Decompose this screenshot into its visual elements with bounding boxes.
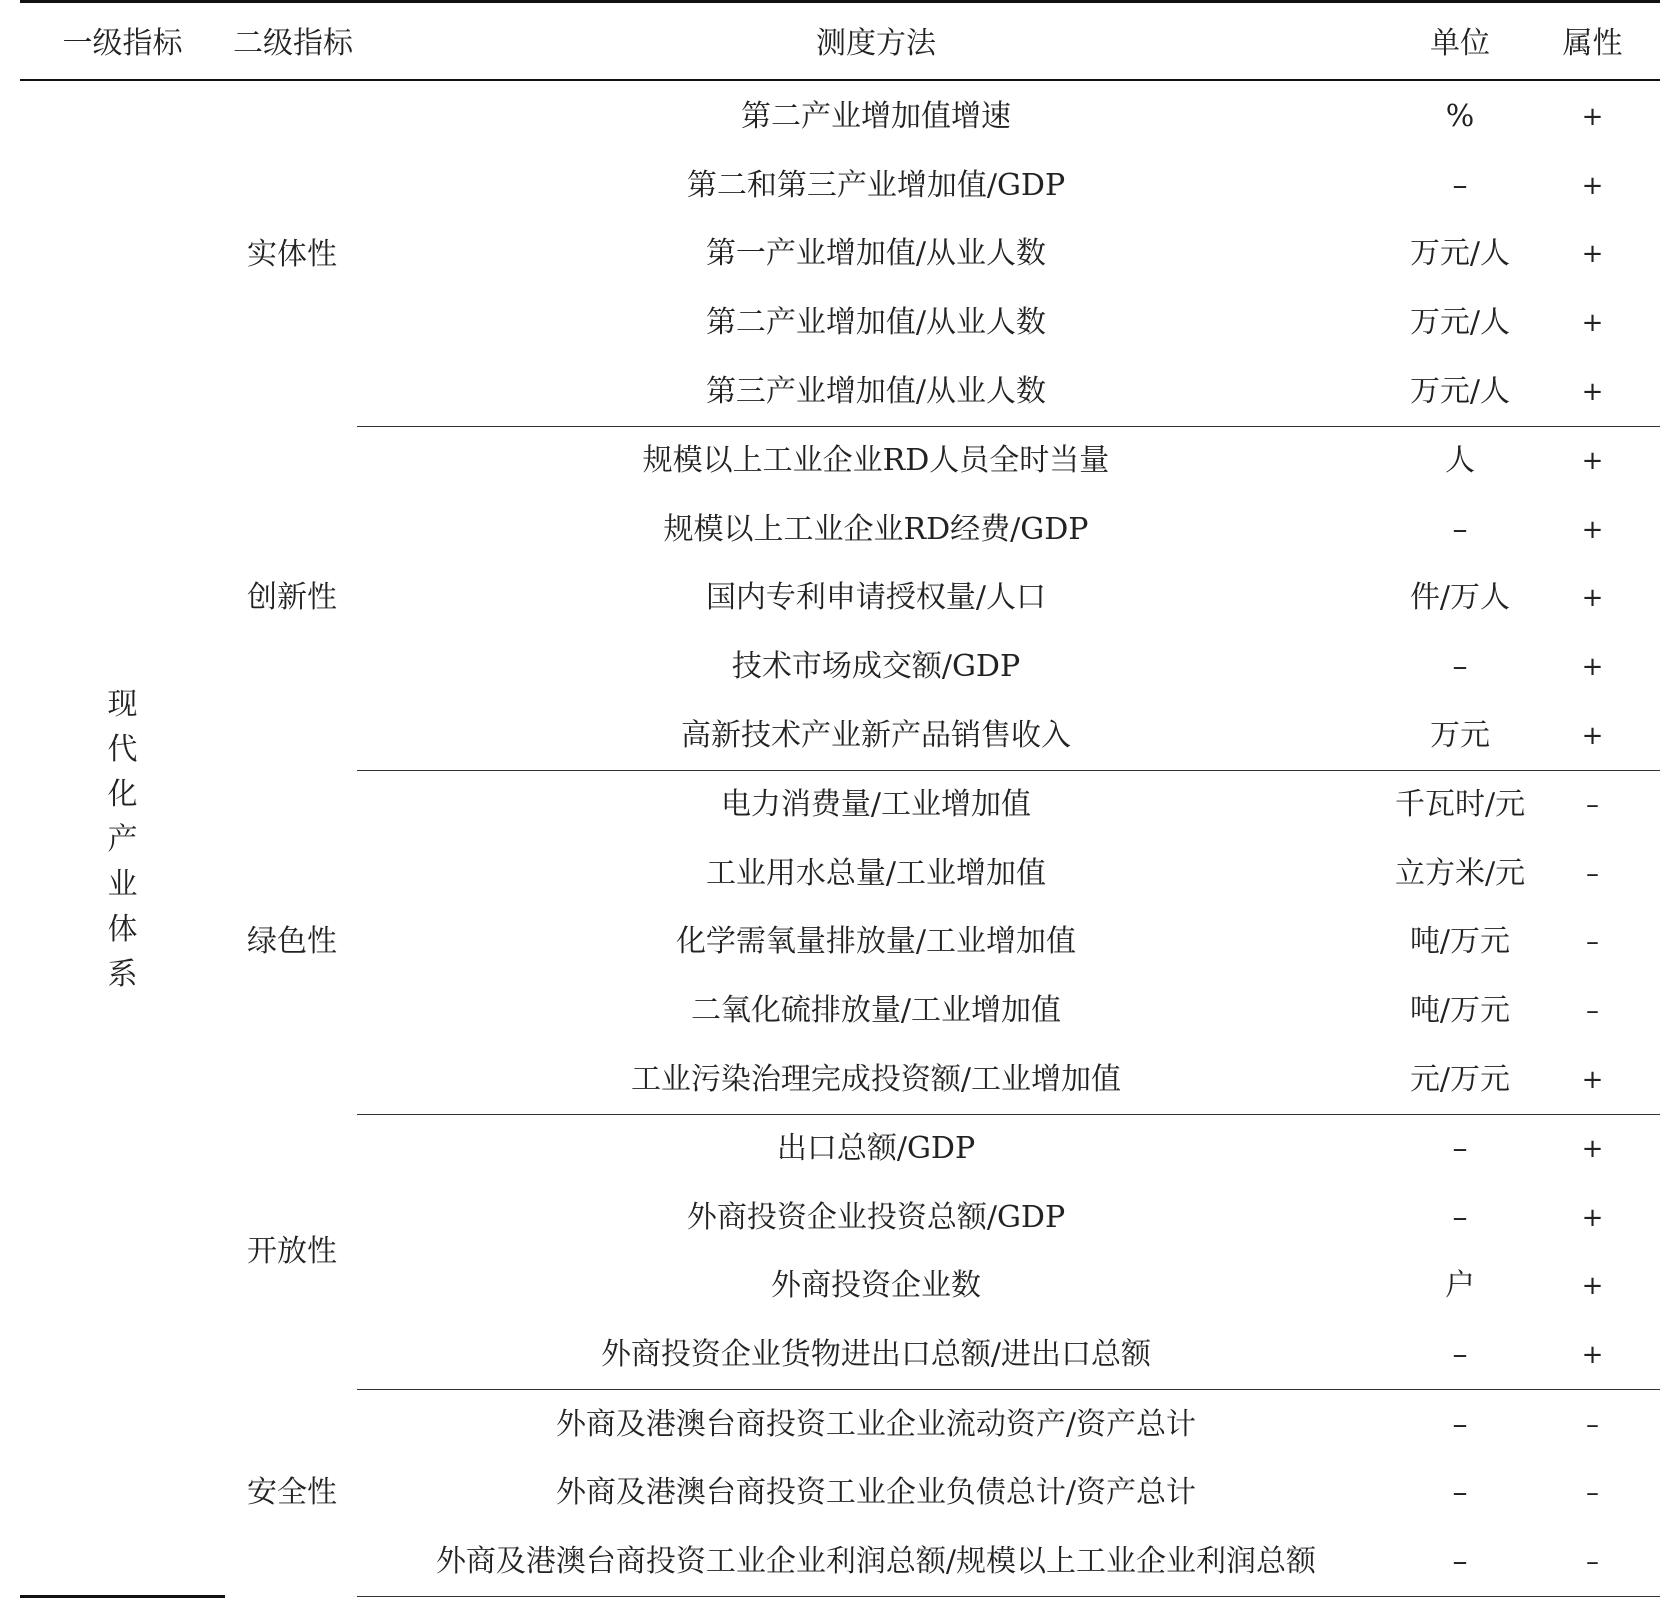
level2-cell: 创新性	[247, 580, 337, 616]
header-level1: 一级指标	[62, 26, 183, 61]
unit-cell: 立方米/元	[1395, 855, 1526, 891]
unit-cell: 千瓦时/元	[1395, 787, 1526, 823]
method-cell: 电力消费量/工业增加值	[720, 787, 1032, 823]
method-cell: 二氧化硫排放量/工业增加值	[690, 993, 1062, 1029]
attribute-cell: +	[1525, 701, 1660, 770]
method-cell: 技术市场成交额/GDP	[731, 649, 1021, 685]
level2-cell: 实体性	[247, 236, 337, 272]
method-cell: 规模以上工业企业RD人员全时当量	[642, 443, 1110, 479]
level2-cell: 绿色性	[247, 924, 337, 960]
method-cell: 外商及港澳台商投资工业企业流动资产/资产总计	[555, 1406, 1197, 1442]
attribute-cell: –	[1586, 790, 1599, 821]
method-cell: 外商投资企业数	[771, 1268, 981, 1304]
method-cell: 外商及港澳台商投资工业企业利润总额/规模以上工业企业利润总额	[357, 1527, 1395, 1596]
attribute-cell: –	[1586, 996, 1599, 1027]
attribute-cell: +	[1525, 357, 1660, 426]
unit-cell: 万元/人	[1409, 305, 1511, 341]
unit-cell: 件/万人	[1409, 580, 1511, 616]
unit-cell: –	[1452, 1131, 1468, 1167]
unit-cell: 万元/人	[1409, 236, 1511, 272]
unit-cell: 吨/万元	[1409, 924, 1511, 960]
unit-cell: 吨/万元	[1409, 993, 1511, 1029]
attribute-cell: –	[1525, 1527, 1660, 1596]
level2-cell: 开放性	[247, 1234, 337, 1270]
method-cell: 化学需氧量排放量/工业增加值	[675, 924, 1077, 960]
header-level2: 二级指标	[233, 26, 353, 61]
attribute-cell: +	[1581, 1271, 1604, 1302]
table-row	[20, 1390, 1660, 1459]
attribute-cell: +	[1525, 1321, 1660, 1390]
level1-cell	[20, 80, 225, 1597]
attribute-cell: +	[1581, 446, 1604, 477]
attribute-cell: +	[1581, 583, 1604, 614]
method-cell: 第一产业增加值/从业人数	[705, 236, 1047, 272]
attribute-cell: +	[1581, 514, 1604, 545]
unit-cell: –	[1452, 1199, 1468, 1235]
method-cell: 第二产业增加值增速	[741, 99, 1011, 135]
method-cell: 国内专利申请授权量/人口	[705, 580, 1047, 616]
unit-cell: 户	[1445, 1268, 1475, 1304]
attribute-cell: +	[1581, 1202, 1604, 1233]
attribute-cell: +	[1581, 170, 1604, 201]
unit-cell: 万元/人	[1395, 357, 1525, 426]
method-cell: 出口总额/GDP	[776, 1131, 976, 1167]
table-header	[20, 2, 1660, 81]
attribute-cell: +	[1581, 652, 1604, 683]
method-cell: 工业用水总量/工业增加值	[705, 855, 1047, 891]
method-cell: 外商及港澳台商投资工业企业负债总计/资产总计	[555, 1475, 1197, 1511]
method-cell: 高新技术产业新产品销售收入	[357, 701, 1395, 770]
table-body	[20, 80, 1660, 1597]
unit-cell: –	[1452, 1406, 1468, 1442]
table-row	[20, 80, 1660, 152]
attribute-cell: –	[1586, 858, 1599, 889]
indicator-table-container	[20, 0, 1660, 1598]
unit-cell: –	[1452, 1475, 1468, 1511]
unit-cell: 万元	[1395, 701, 1525, 770]
unit-cell: 元/万元	[1395, 1045, 1525, 1114]
unit-cell: –	[1452, 511, 1468, 547]
table-row	[20, 1114, 1660, 1183]
method-cell: 工业污染治理完成投资额/工业增加值	[357, 1045, 1395, 1114]
attribute-cell: +	[1581, 308, 1604, 339]
unit-cell: –	[1452, 649, 1468, 685]
attribute-cell: –	[1586, 1409, 1599, 1440]
attribute-cell: +	[1525, 1045, 1660, 1114]
level2-cell: 安全性	[247, 1475, 337, 1511]
method-cell: 第三产业增加值/从业人数	[357, 357, 1395, 426]
header-attribute: 属性	[1562, 26, 1623, 61]
attribute-cell: +	[1581, 239, 1604, 270]
method-cell: 外商投资企业投资总额/GDP	[686, 1199, 1066, 1235]
attribute-cell: –	[1586, 1478, 1599, 1509]
table-row	[20, 770, 1660, 839]
attribute-cell: +	[1581, 1134, 1604, 1165]
indicator-table	[20, 0, 1660, 1598]
unit-cell: 人	[1445, 443, 1475, 479]
unit-cell: –	[1395, 1321, 1525, 1390]
header-unit: 单位	[1430, 26, 1490, 61]
unit-cell: –	[1452, 167, 1468, 203]
method-cell: 第二产业增加值/从业人数	[705, 305, 1047, 341]
level1-label: 现代化产业体系	[107, 686, 138, 992]
attribute-cell: –	[1586, 927, 1599, 958]
table-row	[20, 426, 1660, 495]
attribute-cell: +	[1581, 102, 1604, 133]
header-row	[20, 2, 1660, 81]
unit-cell: %	[1445, 99, 1475, 135]
method-cell: 外商投资企业货物进出口总额/进出口总额	[357, 1321, 1395, 1390]
header-method: 测度方法	[816, 26, 936, 61]
method-cell: 规模以上工业企业RD经费/GDP	[663, 511, 1089, 547]
unit-cell: –	[1395, 1527, 1525, 1596]
method-cell: 第二和第三产业增加值/GDP	[686, 167, 1066, 203]
